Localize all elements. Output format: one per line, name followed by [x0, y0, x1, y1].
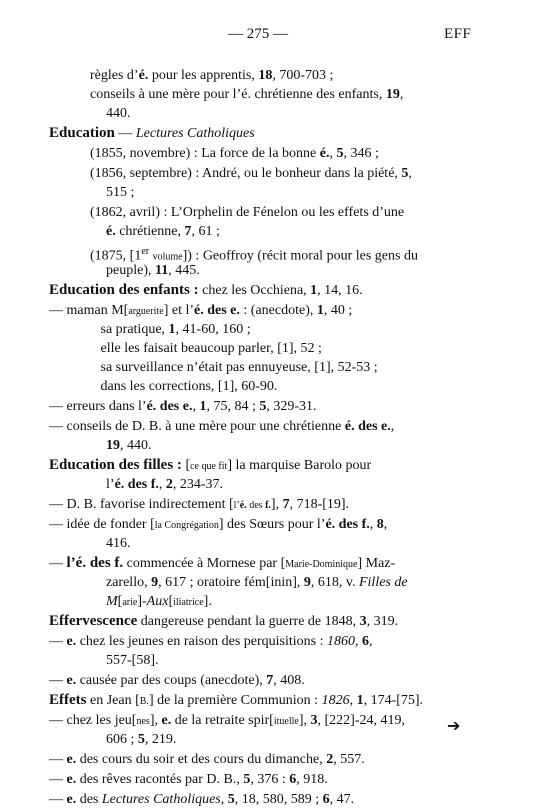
index-line: l’é. des f., 2, 234-37.: [106, 477, 224, 492]
index-line: — e. des cours du soir et des cours du dimanche, 2, 557.: [49, 752, 365, 767]
page-number: — 275 —: [228, 26, 288, 42]
index-line: 557-[58].: [106, 653, 159, 668]
index-line: — idée de fonder [la Congrégation] des Sœurs pour l’é. des f., 8,: [49, 517, 388, 532]
index-line: peuple), 11, 445.: [106, 263, 200, 278]
index-line: — e. des rêves racontés par D. B., 5, 376 : 6, 918.: [49, 772, 328, 787]
index-line: — conseils de D. B. à une mère pour une chrétienne é. des e.,: [49, 419, 395, 434]
index-line: é. chrétienne, 7, 61 ;: [106, 224, 220, 239]
index-line: — D. B. favorise indirectement [l’é. des f.], 7, 718-[19].: [49, 497, 350, 512]
index-line: 416.: [106, 536, 131, 551]
index-line: — chez les jeu[nes], e. de la retraite spir[ituelle], 3, [222]-24, 419,: [49, 713, 405, 728]
index-line: — e. chez les jeunes en raison des perquisitions : 1860, 6,: [49, 634, 373, 649]
index-line: Education des enfants : chez les Occhiena, 1, 14, 16.: [49, 282, 363, 298]
index-line: — e. causée par des coups (anecdote), 7, 408.: [49, 673, 305, 688]
index-line: elle les faisait beaucoup parler, [1], 52 ;: [90, 341, 322, 356]
index-line: sa pratique, 1, 41-60, 160 ;: [90, 322, 251, 337]
index-line: 440.: [106, 106, 131, 121]
continue-arrow-icon: ➔: [447, 716, 461, 735]
index-line: 19, 440.: [106, 438, 152, 453]
index-line: règles d’é. pour les apprentis, 18, 700-703 ;: [90, 68, 334, 83]
index-line: (1855, novembre) : La force de la bonne é., 5, 346 ;: [90, 146, 379, 161]
index-line: sa surveillance n’était pas ennuyeuse, [1], 52-53 ;: [90, 360, 378, 375]
index-line: Education des filles : [ce que fit] la marquise Barolo pour: [49, 457, 372, 473]
index-line: conseils à une mère pour l’é. chrétienne des enfants, 19,: [90, 87, 404, 102]
index-line: (1862, avril) : L’Orphelin de Fénelon ou les effets d’une: [90, 205, 405, 220]
index-line: (1875, [1er volume]) : Geoffroy (récit moral pour les gens du: [90, 246, 418, 264]
index-line: zarello, 9, 617 ; oratoire fém[inin], 9, 618, v. Filles de: [106, 575, 408, 590]
index-line: dans les corrections, [1], 60-90.: [90, 379, 278, 394]
page-header: [0, 26, 542, 46]
index-line: (1856, septembre) : André, ou le bonheur dans la piété, 5,: [90, 166, 412, 181]
index-line: Effervescence dangereuse pendant la guerre de 1848, 3, 319.: [49, 613, 399, 629]
index-line: Effets en Jean [B.] de la première Communion : 1826, 1, 174-[75].: [49, 692, 424, 708]
index-line: — e. des Lectures Catholiques, 5, 18, 580, 589 ; 6, 47.: [49, 792, 355, 807]
index-line: 606 ; 5, 219.: [106, 732, 177, 747]
running-head: EFF: [444, 26, 472, 42]
index-line: 515 ;: [106, 185, 135, 200]
index-line: Education — Lectures Catholiques: [49, 125, 255, 141]
index-line: — erreurs dans l’é. des e., 1, 75, 84 ; 5, 329-31.: [49, 399, 317, 414]
index-line: — l’é. des f. commencée à Mornese par [Marie-Dominique] Maz-: [49, 555, 396, 571]
index-line: — maman M[arguerite] et l’é. des e. : (anecdote), 1, 40 ;: [49, 303, 353, 318]
index-line: M[arie]-Aux[iliatrice].: [106, 594, 212, 609]
